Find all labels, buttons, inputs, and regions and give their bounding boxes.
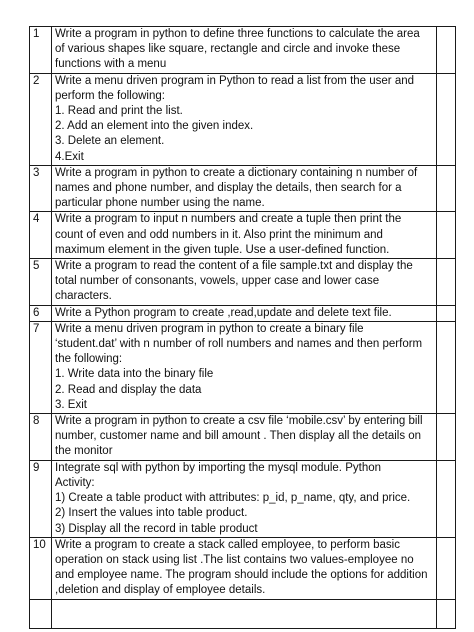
task-line: Write a menu driven program in Python to read a list from the user and: [55, 74, 415, 87]
task-line: total number of consonants, vowels, upper case and lower case: [55, 275, 380, 288]
task-line: functions with a menu: [55, 58, 167, 71]
task-description: [52, 165, 437, 212]
task-line: the monitor: [55, 445, 113, 458]
task-description: [52, 460, 437, 537]
table-row: [30, 165, 456, 212]
spare-cell: [437, 537, 456, 599]
task-line: number, customer name and bill amount . Then display all the details on: [55, 430, 422, 443]
spare-cell: [437, 73, 456, 165]
row-number: 8: [30, 414, 52, 461]
task-line: Write a menu driven program in python to create a binary file: [55, 322, 364, 335]
task-line: operation on stack using list .The list contains two values-employee no: [55, 553, 414, 566]
task-line: Activity:: [55, 476, 95, 489]
task-line: 2. Add an element into the given index.: [55, 120, 254, 133]
program-list-body: [30, 27, 456, 629]
task-description: [52, 414, 437, 461]
task-line: 1. Write data into the binary file: [55, 368, 214, 381]
task-description: [52, 321, 437, 413]
task-description: [52, 27, 437, 74]
table-row: [30, 321, 456, 413]
task-line: Write a Python program to create ,read,update and delete text file.: [55, 306, 392, 319]
task-line: 2) Insert the values into table product.: [55, 507, 248, 520]
task-line: names and phone number, and display the details, then search for a: [55, 182, 402, 195]
row-number: 7: [30, 321, 52, 413]
task-line: characters.: [55, 290, 112, 303]
spare-cell: [437, 212, 456, 259]
task-line: of various shapes like square, rectangle and circle and invoke these: [55, 43, 401, 56]
table-row: [30, 73, 456, 165]
task-line: count of even and odd numbers in it. Also print the minimum and: [55, 228, 383, 241]
task-line: Integrate sql with python by importing the mysql module. Python: [55, 461, 382, 474]
task-line: 3. Exit: [55, 398, 87, 411]
spare-cell: [437, 321, 456, 413]
task-line: Write a program in python to create a csv file ‘mobile.csv’ by entering bill: [55, 415, 423, 428]
table-row: [30, 27, 456, 74]
task-line: the following:: [55, 353, 123, 366]
table-row: [30, 212, 456, 259]
task-description: [52, 212, 437, 259]
spare-cell: [437, 305, 456, 321]
program-list-sheet: [29, 26, 456, 629]
row-number: 6: [30, 305, 52, 321]
task-line: ‘student.dat’ with n number of roll numbers and names and then perform: [55, 338, 423, 351]
task-line: particular phone number using the name.: [55, 197, 265, 210]
task-line: 3) Display all the record in table product: [55, 522, 258, 535]
task-line: perform the following:: [55, 89, 165, 102]
spare-cell: [437, 259, 456, 306]
row-number: 1: [30, 27, 52, 74]
task-line: 3. Delete an element.: [55, 135, 165, 148]
task-description: [52, 537, 437, 599]
spare-cell: [437, 599, 456, 628]
task-line: 2. Read and display the data: [55, 383, 202, 396]
task-line: 1. Read and print the list.: [55, 105, 183, 118]
task-line: Write a program to input n numbers and create a tuple then print the: [55, 213, 402, 226]
task-line: Write a program in python to define three functions to calculate the area: [55, 28, 420, 40]
row-number: 4: [30, 212, 52, 259]
table-row: [30, 305, 456, 321]
task-description: [52, 305, 437, 321]
task-description: [52, 73, 437, 165]
task-line: Write a program in python to create a dictionary containing n number of: [55, 166, 418, 179]
table-row-empty: [30, 599, 456, 628]
table-row: [30, 414, 456, 461]
row-number: 5: [30, 259, 52, 306]
task-line: Write a program to read the content of a file sample.txt and display the: [55, 260, 413, 273]
spare-cell: [437, 414, 456, 461]
program-list-table: [29, 26, 456, 629]
row-number: 10: [30, 537, 52, 599]
table-row: [30, 537, 456, 599]
task-line: 4.Exit: [55, 150, 84, 163]
spare-cell: [437, 27, 456, 74]
row-number-cell: [30, 599, 52, 628]
table-row: [30, 259, 456, 306]
task-description: [52, 259, 437, 306]
task-line: and employee name. The program should include the options for addition: [55, 569, 428, 582]
table-row: [30, 460, 456, 537]
task-line: 1) Create a table product with attributes: p_id, p_name, qty, and price.: [55, 492, 411, 505]
row-number: 3: [30, 165, 52, 212]
task-line: maximum element in the given tuple. Use a user-defined function.: [55, 243, 390, 256]
row-number: 2: [30, 73, 52, 165]
spare-cell: [437, 165, 456, 212]
spare-cell: [437, 460, 456, 537]
task-line: Write a program to create a stack called employee, to perform basic: [55, 538, 400, 551]
task-line: ,deletion and display of employee details.: [55, 584, 266, 597]
task-description-cell: [52, 599, 437, 628]
row-number: 9: [30, 460, 52, 537]
